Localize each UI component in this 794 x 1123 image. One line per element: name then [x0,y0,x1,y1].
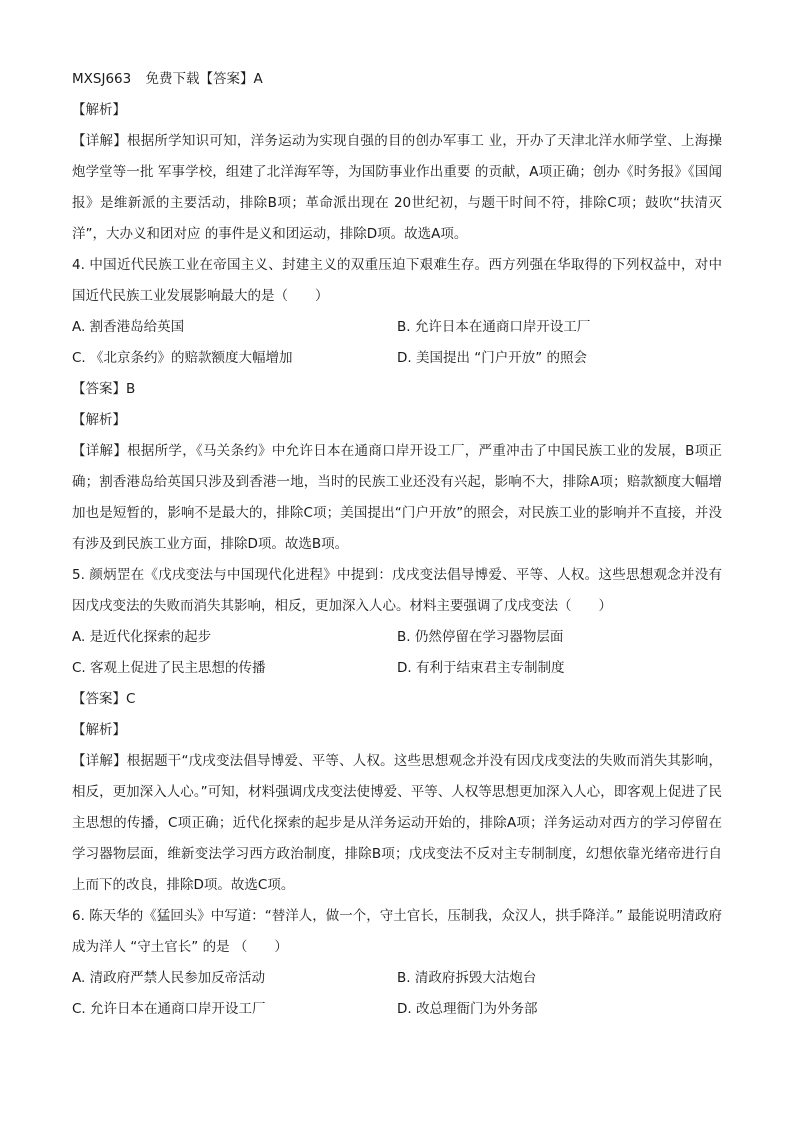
q4-option-b: B. 允许日本在通商口岸开设工厂 [397,319,591,335]
q4-analysis-label: 【解析】 [72,412,126,428]
q4-option-a: A. 割香港岛给英国 [72,319,185,335]
q4-option-c: C. 《北京条约》的赔款额度大幅增加 [72,350,293,366]
q3-analysis-label: 【解析】 [72,102,126,118]
header-line [72,64,722,95]
q5-option-a: A. 是近代化探索的起步 [72,629,212,645]
q3-detail: 【详解】根据所学知识可知，洋务运动为实现自强的目的创办军事工 业，开办了天津北洋水师学堂、上海操炮学堂等一批 军事学校，组建了北洋海军等，为国防事业作出重要 的贡献，A项正确；创办《时务报》《国闻报》是维新派的主要活动，排除B项；革命派出现在 20世纪初，与题干时间不符，排除C项；鼓吹“扶清灭洋”，大办义和团对应 的事件是义和团运动，排除D项。故选A项。 [72,133,722,242]
q6-option-a: A. 清政府严禁人民参加反帝活动 [72,970,266,986]
document-page [72,64,722,1025]
q3-answer: 【答案】A [199,71,263,87]
q6-stem: 6. 陈天华的《猛回头》中写道：“替洋人，做一个，守土官长，压制我，众汉人，拱手降洋。” 最能说明清政府成为洋人 “守土官长” 的是 （ ） [72,908,722,955]
free-download-label: 免费下载 [145,71,200,87]
q6-option-c: C. 允许日本在通商口岸开设工厂 [72,1001,266,1017]
q4-option-d: D. 美国提出 “门户开放” 的照会 [397,350,588,366]
q5-option-d: D. 有利于结束君主专制制度 [397,660,565,676]
q5-option-b: B. 仍然停留在学习器物层面 [397,629,564,645]
q4-options [72,312,722,374]
q6-option-d: D. 改总理衙门为外务部 [397,1001,538,1017]
q5-answer: 【答案】C [72,691,136,707]
q4-detail: 【详解】根据所学，《马关条约》中允许日本在通商口岸开设工厂，严重冲击了中国民族工业的发展，B项正确；割香港岛给英国只涉及到香港一地，当时的民族工业还没有兴起，影响不大，排除A项；赔款额度大幅增加也是短暂的，影响不是最大的，排除C项；美国提出“门户开放”的照会，对民族工业的影响并不直接，并没有涉及到民族工业方面，排除D项。故选B项。 [72,443,722,552]
doc-code: MXSJ663 [72,71,132,87]
q4-answer: 【答案】B [72,381,136,397]
q6-option-b: B. 清政府拆毁大沽炮台 [397,970,537,986]
q4-stem: 4. 中国近代民族工业在帝国主义、封建主义的双重压迫下艰难生存。西方列强在华取得的下列权益中，对中国近代民族工业发展影响最大的是（ ） [72,257,722,304]
q5-analysis-label: 【解析】 [72,722,126,738]
q5-options [72,622,722,684]
q6-options [72,963,722,1025]
q5-option-c: C. 客观上促进了民主思想的传播 [72,660,266,676]
q5-detail: 【详解】根据题干“戊戌变法倡导博爱、平等、人权。这些思想观念并没有因戊戌变法的失败而消失其影响，相反，更加深入人心。”可知，材料强调戊戌变法使博爱、平等、人权等思想更加深入人心，即客观上促进了民主思想的传播，C项正确；近代化探索的起步是从洋务运动开始的，排除A项；洋务运动对西方的学习停留在学习器物层面，维新变法学习西方政治制度，排除B项；戊戌变法不反对主专制制度，幻想依靠光绪帝进行自上而下的改良，排除D项。故选C项。 [72,753,722,893]
q5-stem: 5. 颜炳罡在《戊戌变法与中国现代化进程》中提到：戊戌变法倡导博爱、平等、人权。这些思想观念并没有因戊戌变法的失败而消失其影响，相反，更加深入人心。材料主要强调了戊戌变法（ ） [72,567,722,614]
